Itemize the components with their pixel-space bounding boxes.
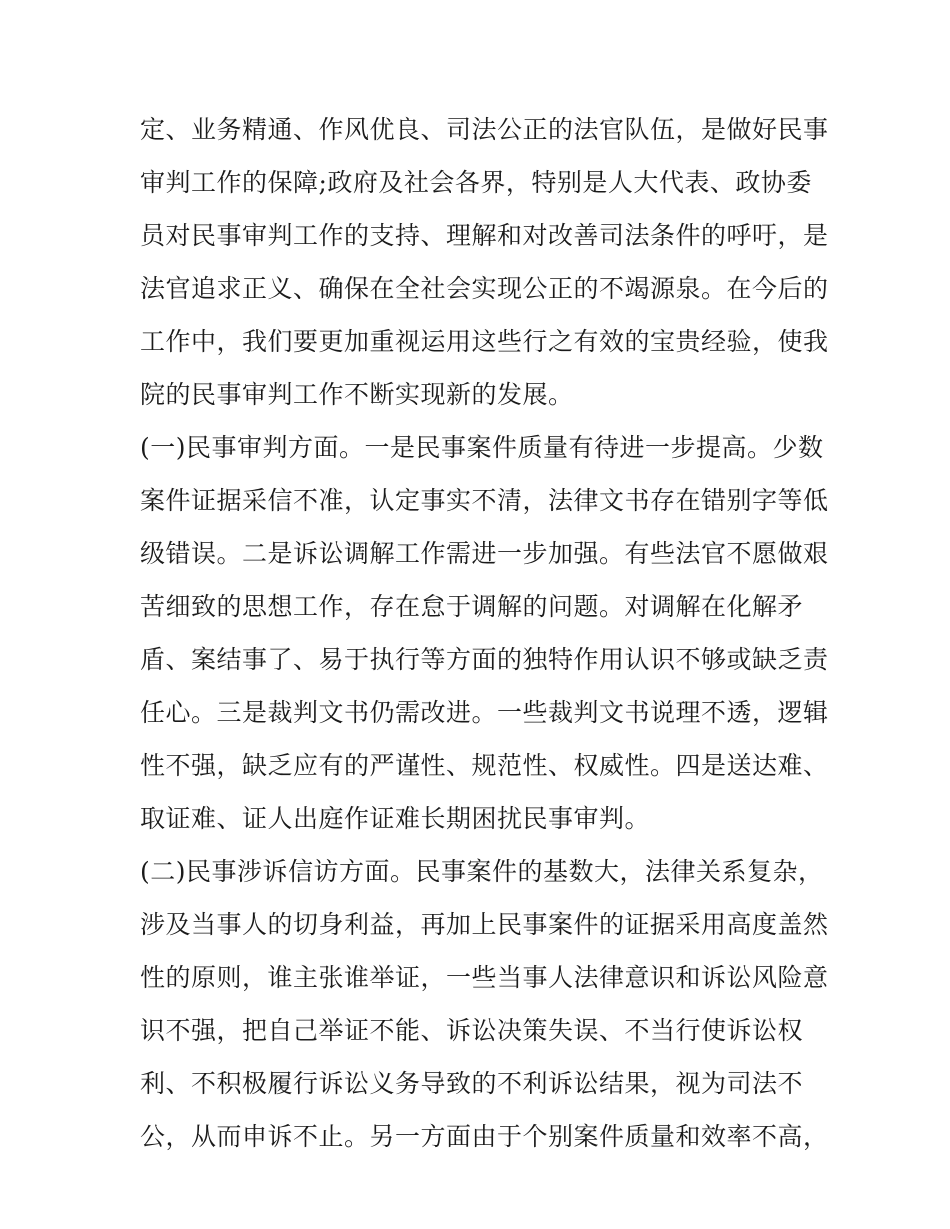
text-line: 识不强，把自己举证不能、诉讼决策失误、不当行使诉讼权 [140,1016,804,1045]
text-line: 苦细致的思想工作，存在怠于调解的问题。对调解在化解矛 [140,592,804,621]
text-line: 性的原则，谁主张谁举证，一些当事人法律意识和诉讼风险意 [140,963,829,992]
text-line: 审判工作的保障;政府及社会各界，特别是人大代表、政协委 [140,168,812,197]
body-text [140,103,829,1163]
text-line: 公，从而申诉不止。另一方面由于个别案件质量和效率不高， [140,1122,829,1151]
text-line: 级错误。二是诉讼调解工作需进一步加强。有些法官不愿做艰 [140,539,829,568]
text-line: 性不强，缺乏应有的严谨性、规范性、权威性。四是送达难、 [140,751,829,780]
text-line: 法官追求正义、确保在全社会实现公正的不竭源泉。在今后的 [140,274,829,303]
text-line: 任心。三是裁判文书仍需改进。一些裁判文书说理不透，逻辑 [140,698,829,727]
text-line: (二)民事涉诉信访方面。民事案件的基数大，法律关系复杂， [140,857,824,886]
text-line: 案件证据采信不准，认定事实不清，法律文书存在错别字等低 [140,486,829,515]
text-line: 盾、案结事了、易于执行等方面的独特作用认识不够或缺乏责 [140,645,829,674]
text-line: 员对民事审判工作的支持、理解和对改善司法条件的呼吁，是 [140,221,829,250]
text-line: 取证难、证人出庭作证难长期困扰民事审判。 [140,804,651,833]
text-line: 工作中，我们要更加重视运用这些行之有效的宝贵经验，使我 [140,327,829,356]
text-line: 定、业务精通、作风优良、司法公正的法官队伍，是做好民事 [140,115,829,144]
text-line: 院的民事审判工作不断实现新的发展。 [140,380,574,409]
text-line: 利、不积极履行诉讼义务导致的不利诉讼结果，视为司法不 [140,1069,804,1098]
text-line: (一)民事审判方面。一是民事案件质量有待进一步提高。少数 [140,433,824,462]
text-line: 涉及当事人的切身利益，再加上民事案件的证据采用高度盖然 [140,910,829,939]
